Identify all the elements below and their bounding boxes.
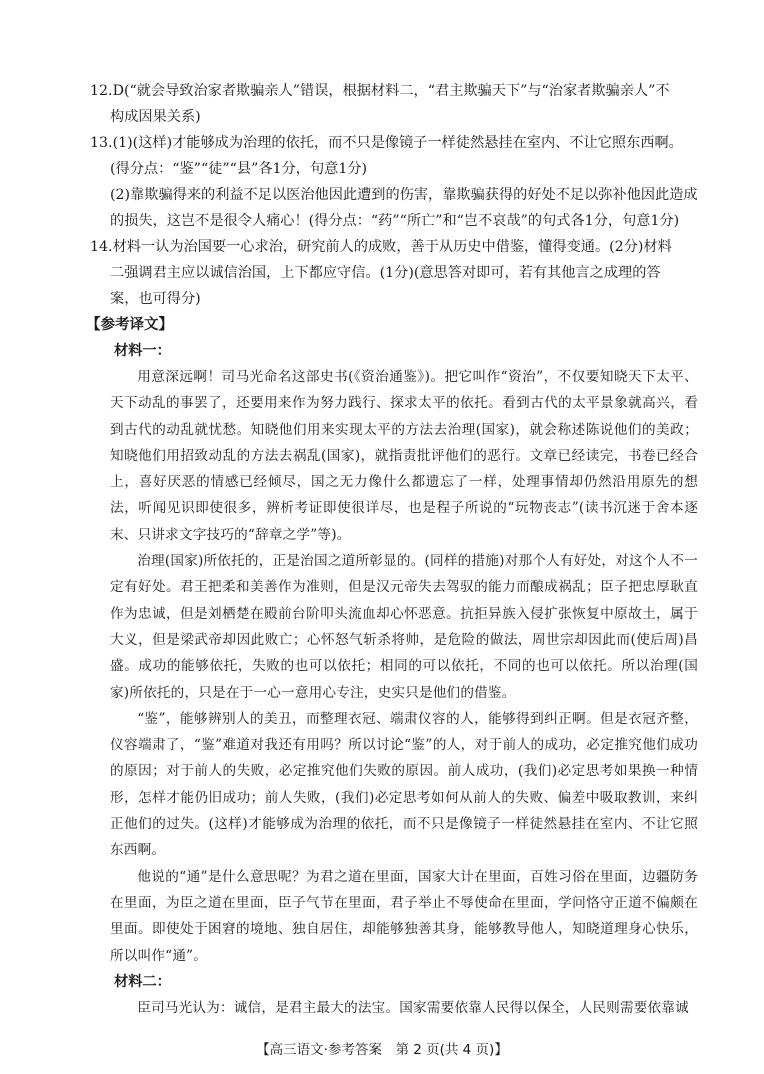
- material-2-body: [90, 995, 700, 1021]
- answer-line: 12.D(“就会导致治家者欺骗亲人”错误，根据材料二，“君主欺骗天下”与“治家者欺骗亲人”不: [90, 83, 670, 99]
- translation-paragraph: “鉴”，能够辨别人的美丑，而整理衣冠、端肃仪容的人，能够得到纠正啊。但是衣冠齐整，仪容端肃了，“鉴”难道对我还有用吗？所以讨论“鉴”的人，对于前人的成功，必定推究他们成功的原因；对于前人的失败，必定推究他们失败的原因。前人成功，(我们)必定思考如果换一种情形，怎样才能仍旧成功；前人失败，(我们)必定思考如何从前人的失败、偏差中吸取教训，来纠正他们的过失。(这样)才能够成为治理的依托，而不只是像镜子一样徒然悬挂在室内、不让它照东西啊。: [110, 710, 698, 859]
- answer-line: 案，也可得分): [110, 291, 201, 307]
- material-1-label: 材料一：: [114, 343, 171, 359]
- answer-q14: [90, 234, 700, 312]
- answer-line: 的损失，这岂不是很令人痛心！(得分点：“药”“所亡”和“岂不哀哉”的句式各1分，句意1分): [110, 213, 680, 229]
- answer-line: 14.材料一认为治国要一心求治，研究前人的成败，善于从历史中借鉴，懂得变通。(2分)材料: [90, 239, 672, 255]
- reference-translation-title: 【参考译文】: [86, 317, 173, 333]
- answer-line: 13.(1)(这样)才能够成为治理的依托，而不只是像镜子一样徒然悬挂在室内、不让它照东西啊。: [90, 135, 683, 151]
- answer-line: 二强调君主应以诚信治国，上下都应守信。(1分)(意思答对即可，若有其他言之成理的答: [110, 265, 661, 281]
- translation-paragraph: 他说的“通”是什么意思呢？为君之道在里面，国家大计在里面，百姓习俗在里面，边疆防务在里面，为臣之道在里面，臣子气节在里面，君子举止不辱使命在里面，学问恪守正道不偏颇在里面。即使处于困窘的境地、独自居住，却能够独善其身，能够教导他人，知晓道理身心快乐，所以叫作“通”。: [110, 868, 698, 964]
- answer-q12: [90, 78, 700, 130]
- answer-line: (2)靠欺骗得来的利益不足以医治他因此遭到的伤害，靠欺骗获得的好处不足以弥补他因此造成: [110, 187, 698, 203]
- material-1-body: [90, 364, 700, 969]
- answer-line: 构成因果关系): [110, 109, 201, 125]
- translation-paragraph: 治理(国家)所依托的，正是治国之道所彰显的。(同样的措施)对那个人有好处，对这个人不一定有好处。君王把柔和美善作为准则，但是汉元帝失去驾驭的能力而酿成祸乱；臣子把忠厚耿直作为忠诚，但是刘栖楚在殿前台阶叩头流血却心怀恶意。抗拒异族入侵扩张恢复中原故土，属于大义，但是梁武帝却因此败亡；心怀怒气斩杀将帅，是危险的做法，周世宗却因此而(使后周)昌盛。成功的能够依托，失败的也可以依托；相同的可以依托，不同的也可以依托。所以治理(国家)所依托的，只是在于一心一意用心专注，史实只是他们的借鉴。: [110, 553, 698, 701]
- material-2-label: 材料二：: [114, 973, 171, 990]
- translation-paragraph: 臣司马光认为：诚信，是君主最大的法宝。国家需要依靠人民得以保全，人民则需要依靠诚: [137, 999, 689, 1016]
- answer-line: (得分点：“鉴”“徒”“县”各1分，句意1分): [110, 161, 368, 177]
- answer-q13: [90, 130, 700, 234]
- page-footer: 【高三语文·参考答案 第 2 页(共 4 页)】: [256, 1042, 508, 1058]
- translation-paragraph: 用意深远啊！司马光命名这部史书(《资治通鉴》)。把它叫作“资治”，不仅要知晓天下太平、天下动乱的事罢了，还要用来作为努力践行、探求太平的依托。看到古代的太平景象就高兴，看到古代的动乱就忧愁。知晓他们用来实现太平的方法去治理(国家)，就会称述陈说他们的美政；知晓他们用招致动乱的方法去祸乱(国家)，就指责批评他们的恶行。文章已经读完，书卷已经合上，喜好厌恶的情感已经倾尽，国之无力像什么都遗忘了一样，处理事情却仍然沿用原先的想法，听闻见识即使很多，辨析考证即使很详尽，也是程子所说的“玩物丧志”(读书沉迷于舍本逐末、只讲求文字技巧的“辞章之学”等)。: [110, 369, 698, 543]
